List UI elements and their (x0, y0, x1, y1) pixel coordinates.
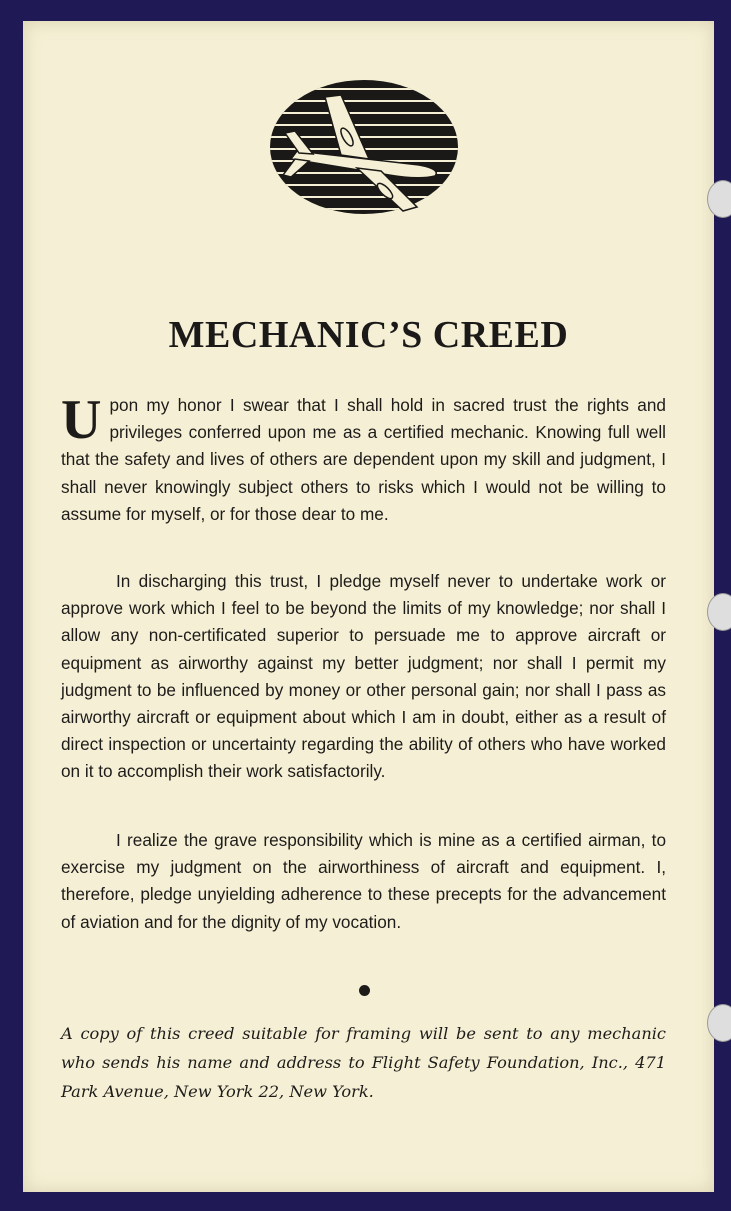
framing-copy-note: A copy of this creed suitable for framing will be sent to any mechanic who sends his name and address to Flight Safety Foundation, Inc., 471 Park Avenue, New York 22, New York. (61, 1024, 666, 1101)
drop-cap-letter: U (61, 389, 102, 451)
airplane-emblem-icon (269, 79, 459, 215)
binder-hole-middle (707, 593, 731, 631)
creed-paragraph-3: I realize the grave responsibility which is mine as a certified airman, to exercise my judgment on the airworthiness of aircraft and equipment. I, therefore, pledge unyielding adherence to these precepts for the advancement of aviation and for the dignity of my vocation. (61, 830, 666, 932)
creed-paragraph-2: In discharging this trust, I pledge myself never to undertake work or approve work which I feel to be beyond the limits of my knowledge; nor shall I allow any non-certificated superior to persuade me to approve aircraft or equipment as airworthy against my better judgment; nor shall I permit my judgment to be influenced by money or other personal gain; nor shall I pass as airworthy aircraft or equipment about which I am in doubt, either as a result of direct inspection or uncertainty regarding the ability of others who have worked on it to accomplish their work satisfactorily. (61, 571, 666, 782)
page-title: MECHANIC’S CREED (168, 314, 569, 356)
separator-dot (359, 985, 370, 996)
binder-hole-top (707, 180, 731, 218)
creed-paragraph-1 (61, 389, 666, 528)
binder-hole-bottom (707, 1004, 731, 1042)
document-page (23, 21, 714, 1192)
creed-paragraph-1-text: pon my honor I swear that I shall hold in sacred trust the rights and privileges conferred upon me as a certified mechanic. Knowing full well that the safety and lives of others are dependent upon my skill and judgment, I shall never knowingly subject others to risks which I would not be willing to assume for myself, or for those dear to me. (61, 395, 666, 524)
